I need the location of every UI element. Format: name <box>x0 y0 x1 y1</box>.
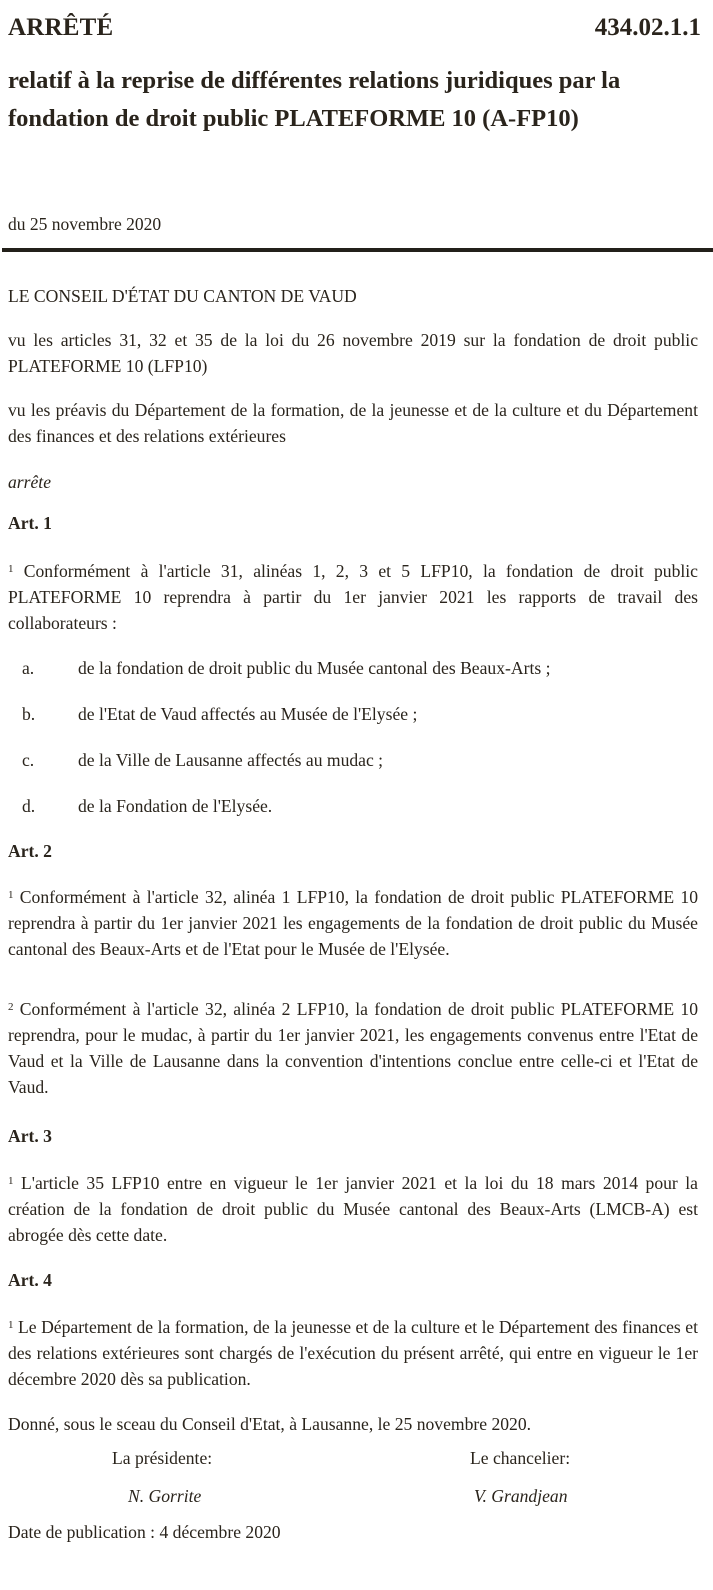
list-text: de l'Etat de Vaud affectés au Musée de l'Elysée ; <box>78 704 418 724</box>
preamble-vu-law: vu les articles 31, 32 et 35 de la loi du 26 novembre 2019 sur la fondation de droit public PLATEFORME 10 (LFP10) <box>8 330 698 376</box>
paragraph-number: 1 <box>8 1319 14 1331</box>
list-label: a. <box>22 658 35 678</box>
paragraph-text: Conformément à l'article 31, alinéas 1, 2, 3 et 5 LFP10, la fondation de droit public PLATEFORME 10 reprendra à partir du 1er janvier 2021 les rapports de travail des collaborateurs : <box>8 561 698 633</box>
document-type-title: ARRÊTÉ <box>8 14 114 41</box>
list-label: b. <box>22 704 36 724</box>
document-subtitle: relatif à la reprise de différentes relations juridiques par la fondation de droit public PLATEFORME 10 (A-FP10) <box>8 67 621 132</box>
issuing-authority: LE CONSEIL D'ÉTAT DU CANTON DE VAUD <box>8 286 357 306</box>
article-2-paragraph-1 <box>8 884 698 962</box>
article-2-paragraph-2 <box>8 996 698 1100</box>
chancellor-label: Le chancelier: <box>470 1448 571 1468</box>
president-name: N. Gorrite <box>128 1486 202 1506</box>
list-text: de la Ville de Lausanne affectés au mudac ; <box>78 750 384 770</box>
list-text: de la fondation de droit public du Musée cantonal des Beaux-Arts ; <box>78 658 551 678</box>
paragraph-number: 1 <box>8 1175 14 1187</box>
chancellor-name: V. Grandjean <box>474 1486 568 1506</box>
header-divider <box>2 248 713 252</box>
article-2-title: Art. 2 <box>8 841 52 861</box>
list-label: c. <box>22 750 35 770</box>
list-label: d. <box>22 796 36 816</box>
paragraph-number: 1 <box>8 563 14 575</box>
article-3-paragraph-1 <box>8 1170 698 1248</box>
paragraph-text: Conformément à l'article 32, alinéa 2 LFP10, la fondation de droit public PLATEFORME 10 reprendra, pour le mudac, à partir du 1er janvier 2021, les engagements convenus entre l'Etat de Vaud et la Ville de Lausanne dans la convention d'intentions conclue entre celle-ci et l'Etat de Vaud. <box>8 999 698 1097</box>
decree-word: arrête <box>8 472 51 492</box>
article-4-paragraph-1 <box>8 1314 698 1392</box>
article-1-title: Art. 1 <box>8 513 52 533</box>
paragraph-text: Le Département de la formation, de la jeunesse et de la culture et le Département des finances et des relations extérieures sont chargés de l'exécution du présent arrêté, qui entre en vigueur le 1er décembre 2020 dès sa publication. <box>8 1317 698 1389</box>
article-3-title: Art. 3 <box>8 1126 52 1146</box>
document-header <box>8 14 701 50</box>
publication-date: Date de publication : 4 décembre 2020 <box>8 1522 281 1542</box>
list-text: de la Fondation de l'Elysée. <box>78 796 273 816</box>
document-reference-number: 434.02.1.1 <box>594 14 701 41</box>
president-label: La présidente: <box>112 1448 213 1468</box>
closing-statement: Donné, sous le sceau du Conseil d'Etat, à Lausanne, le 25 novembre 2020. <box>8 1414 532 1434</box>
paragraph-text: L'article 35 LFP10 entre en vigueur le 1er janvier 2021 et la loi du 18 mars 2014 pour la création de la fondation de droit public du Musée cantonal des Beaux-Arts (LMCB-A) est abrogée dès cette date. <box>8 1173 698 1245</box>
document-date: du 25 novembre 2020 <box>8 214 162 234</box>
paragraph-text: Conformément à l'article 32, alinéa 1 LFP10, la fondation de droit public PLATEFORME 10 reprendra à partir du 1er janvier 2021 les engagements de la fondation de droit public du Musée cantonal des Beaux-Arts et de l'Etat pour le Musée de l'Elysée. <box>8 887 698 959</box>
paragraph-number: 1 <box>8 889 14 901</box>
paragraph-number: 2 <box>8 1001 14 1013</box>
preamble-vu-departments: vu les préavis du Département de la formation, de la jeunesse et de la culture et du Département des finances et des relations extérieures <box>8 400 698 446</box>
article-4-title: Art. 4 <box>8 1270 52 1290</box>
article-1-paragraph-1 <box>8 558 698 636</box>
